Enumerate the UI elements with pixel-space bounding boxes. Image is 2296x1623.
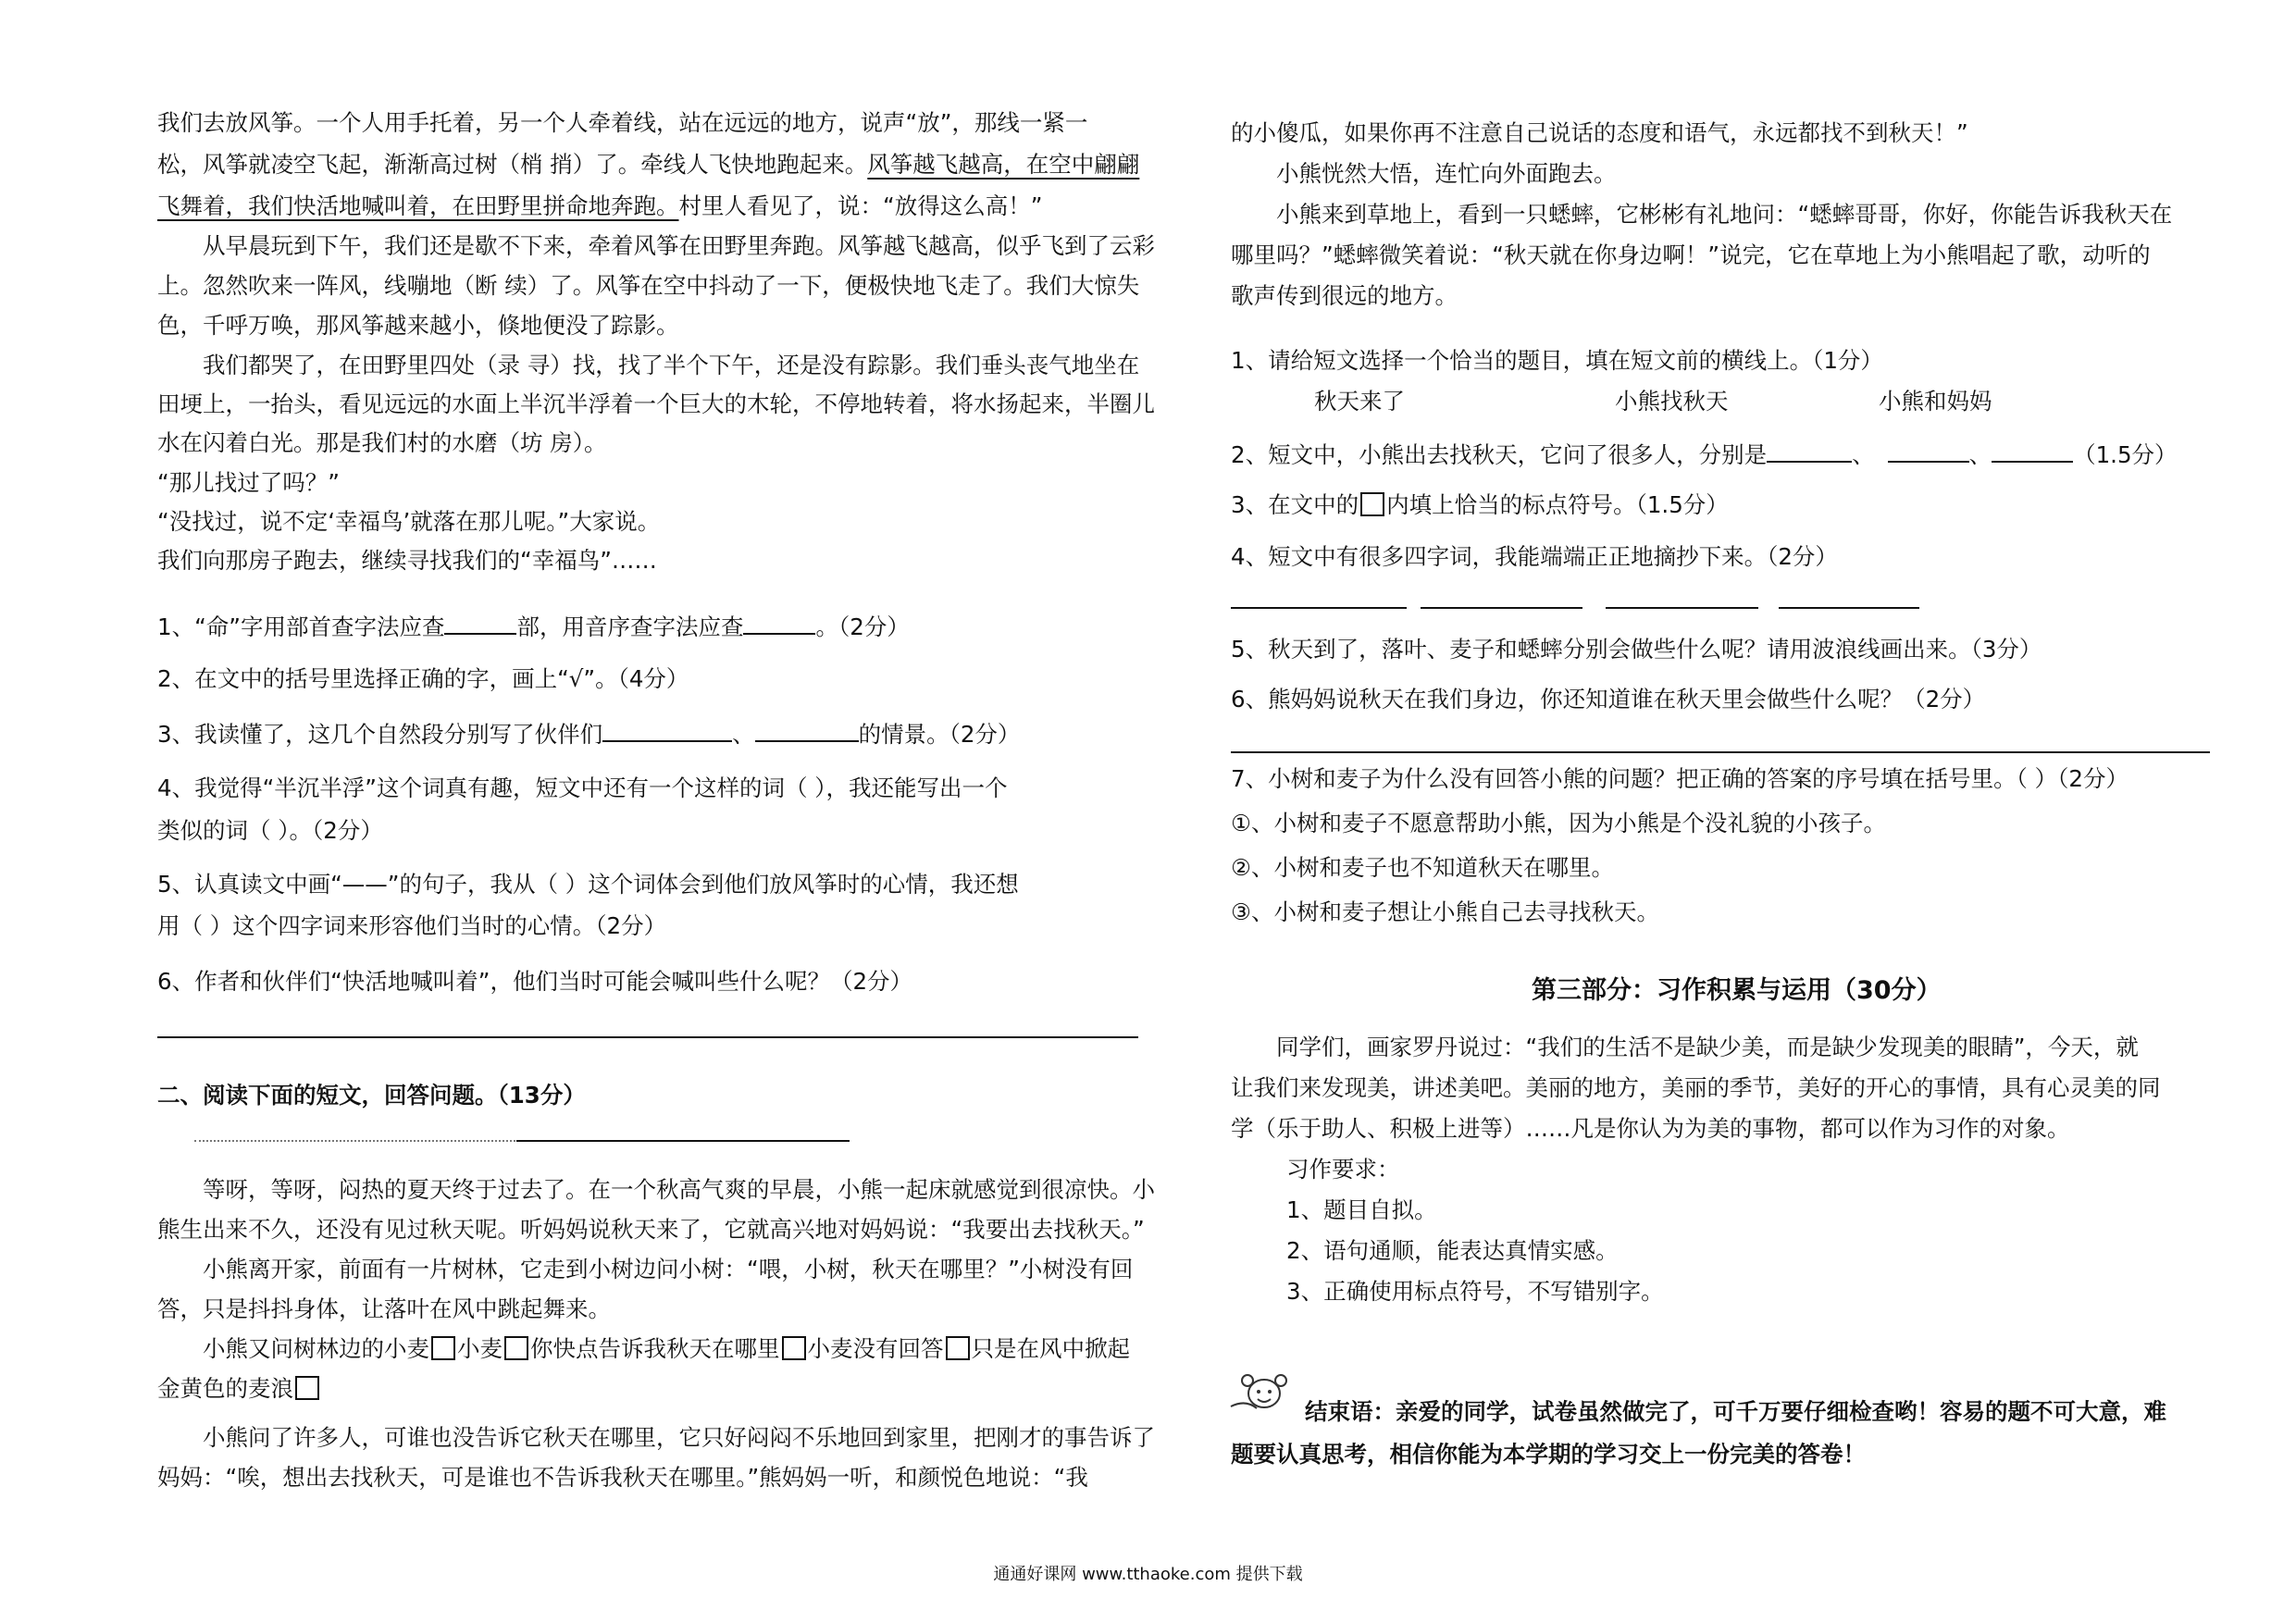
dialogue-line: “那儿找过了吗？” (157, 469, 340, 496)
option-2: ②、小树和麦子也不知道秋天在哪里。 (1231, 854, 1614, 881)
answer-line[interactable] (1421, 607, 1582, 609)
paragraph-line: 飞舞着，我们快活地喊叫着，在田野里拼命地奔跑。村里人看见了，说：“放得这么高！” (157, 192, 1043, 219)
question-2: 2、短文中，小熊出去找秋天，它问了很多人，分别是 、 、 （1.5分） (1231, 439, 2178, 470)
paragraph-line: 松，风筝就凌空飞起，渐渐高过树（梢 捎）了。牵线人飞快地跑起来。风筝越飞越高，在空中翩翩 (157, 151, 1140, 178)
writing-line: 让我们来发现美，讲述美吧。美丽的地方，美丽的季节，美好的开心的事情，具有心灵美的同 (1231, 1074, 2161, 1101)
paragraph-line: 从早晨玩到下午，我们还是歇不下来，牵着风筝在田野里奔跑。风筝越飞越高，似乎飞到了云彩 (203, 232, 1155, 259)
section-2-heading: 二、阅读下面的短文，回答问题。（13分） (157, 1082, 586, 1109)
story-line: 小熊问了许多人，可谁也没告诉它秋天在哪里，它只好闷闷不乐地回到家里，把刚才的事告诉了 (203, 1424, 1155, 1451)
question-5: 5、秋天到了，落叶、麦子和蟋蟀分别会做些什么呢？请用波浪线画出来。（3分） (1231, 636, 2042, 663)
punctuation-box[interactable] (946, 1336, 970, 1360)
paragraph-line: 我们去放风筝。一个人用手托着，另一个人牵着线，站在远远的地方，说声“放”，那线一紧一 (157, 109, 1088, 136)
punctuation-box[interactable] (431, 1336, 455, 1360)
story-line: 答，只是抖抖身体，让落叶在风中跳起舞来。 (157, 1295, 611, 1322)
answer-blank[interactable] (1767, 439, 1852, 463)
answer-line[interactable] (1779, 607, 1919, 609)
requirements-title: 习作要求： (1286, 1156, 1400, 1183)
option-3: ③、小树和麦子想让小熊自己去寻找秋天。 (1231, 898, 1659, 925)
requirement-item: 2、语句通顺，能表达真情实感。 (1286, 1237, 1619, 1264)
dialogue-line: 我们向那房子跑去，继续寻找我们的“幸福鸟”…… (157, 547, 657, 574)
punctuation-box[interactable] (295, 1376, 319, 1400)
title-option[interactable]: 秋天来了 (1314, 388, 1405, 415)
punctuation-box[interactable] (782, 1336, 806, 1360)
story-line: 小熊离开家，前面有一片树林，它走到小树边问小树：“喂，小树，秋天在哪里？”小树没有回 (203, 1256, 1134, 1282)
answer-line[interactable] (1231, 751, 2210, 753)
story-line: 小熊恍然大悟，连忙向外面跑去。 (1276, 160, 1617, 187)
writing-line: 同学们，画家罗丹说过：“我们的生活不是缺少美，而是缺少发现美的眼睛”，今天，就 (1276, 1034, 2139, 1060)
punctuation-box-sample (1360, 492, 1384, 516)
paragraph-line: 我们都哭了，在田野里四处（录 寻）找，找了半个下午，还是没有踪影。我们垂头丧气地坐在 (203, 352, 1140, 378)
story-line: 等呀，等呀，闷热的夏天终于过去了。在一个秋高气爽的早晨，小熊一起床就感觉到很凉快。小 (203, 1176, 1155, 1203)
closing-line: 结束语：亲爱的同学，试卷虽然做完了，可千万要仔细检查哟！容易的题不可大意，难 (1305, 1398, 2166, 1425)
question-5-line: 5、认真读文中画“——”的句子，我从（ ）这个词体会到他们放风筝时的心情，我还想 (157, 871, 1019, 898)
story-line: 妈妈：“唉，想出去找秋天，可是谁也不告诉我秋天在哪里。”熊妈妈一听，和颜悦色地说：“我 (157, 1464, 1088, 1491)
question-4-line: 类似的词（ ）。（2分） (157, 817, 383, 844)
question-3: 3、在文中的 内填上恰当的标点符号。（1.5分） (1231, 491, 1729, 518)
question-6: 6、作者和伙伴们“快活地喊叫着”，他们当时可能会喊叫些什么呢？（2分） (157, 968, 913, 995)
story-line: 小熊又问树林边的小麦 小麦 你快点告诉我秋天在哪里 小麦没有回答 只是在风中掀起 (203, 1335, 1130, 1362)
question-2: 2、在文中的括号里选择正确的字，画上“√”。（4分） (157, 665, 689, 692)
question-7: 7、小树和麦子为什么没有回答小熊的问题？把正确的答案的序号填在括号里。（ ）（2分） (1231, 765, 2128, 792)
story-line: 歌声传到很远的地方。 (1231, 282, 1458, 309)
girl-face-icon (1229, 1371, 1294, 1412)
story-line: 小熊来到草地上，看到一只蟋蟀，它彬彬有礼地问：“蟋蟀哥哥，你好，你能告诉我秋天在 (1276, 201, 2173, 228)
writing-line: 学（乐于助人、积极上进等）……凡是你认为为美的事物，都可以作为习作的对象。 (1231, 1115, 2070, 1142)
answer-blank[interactable] (755, 718, 859, 742)
question-6: 6、熊妈妈说秋天在我们身边，你还知道谁在秋天里会做些什么呢？（2分） (1231, 686, 1986, 712)
answer-blank[interactable] (444, 611, 516, 635)
title-option[interactable]: 小熊找秋天 (1615, 388, 1729, 415)
story-line: 的小傻瓜，如果你再不注意自己说话的态度和语气，永远都找不到秋天！” (1231, 119, 1968, 146)
punctuation-box[interactable] (504, 1336, 528, 1360)
option-1: ①、小树和麦子不愿意帮助小熊，因为小熊是个没礼貌的小孩子。 (1231, 810, 1886, 836)
requirement-item: 1、题目自拟。 (1286, 1196, 1437, 1223)
story-line: 金黄色的麦浪 (157, 1374, 321, 1404)
answer-line[interactable] (1231, 607, 1407, 609)
footer-credit: 通通好课网 www.tthaoke.com 提供下载 (993, 1565, 1303, 1584)
question-4: 4、短文中有很多四字词，我能端端正正地摘抄下来。（2分） (1231, 543, 1838, 570)
title-answer-line[interactable] (516, 1140, 850, 1142)
requirement-item: 3、正确使用标点符号，不写错别字。 (1286, 1278, 1664, 1305)
answer-blank[interactable] (1992, 439, 2073, 463)
paragraph-line: 上。忽然吹来一阵风，线嘣地（断 续）了。风筝在空中抖动了一下，便极快地飞走了。我们大惊失 (157, 272, 1140, 299)
question-3: 3、我读懂了，这几个自然段分别写了伙伴们 、 的情景。（2分） (157, 718, 1020, 750)
question-1: 1、“命”字用部首查字法应查 部，用音序查字法应查 。（2分） (157, 611, 910, 642)
paragraph-line: 田埂上，一抬头，看见远远的水面上半沉半浮着一个巨大的木轮，不停地转着，将水扬起来，半圈儿 (157, 390, 1155, 417)
question-4-line: 4、我觉得“半沉半浮”这个词真有趣，短文中还有一个这样的词（ ），我还能写出一个 (157, 774, 1008, 801)
answer-blank[interactable] (1888, 439, 1969, 463)
underlined-sentence: 飞舞着，我们快活地喊叫着，在田野里拼命地奔跑。 (157, 192, 679, 219)
answer-line[interactable] (157, 1036, 1138, 1038)
answer-blank[interactable] (602, 718, 732, 742)
paragraph-line: 色，千呼万唤，那风筝越来越小，倏地便没了踪影。 (157, 312, 679, 339)
dialogue-line: “没找过，说不定‘幸福鸟’就落在那儿呢。”大家说。 (157, 508, 661, 535)
question-1: 1、请给短文选择一个恰当的题目，填在短文前的横线上。（1分） (1231, 347, 1883, 374)
question-5-line: 用（ ）这个四字词来形容他们当时的心情。（2分） (157, 912, 667, 939)
answer-line[interactable] (1606, 607, 1758, 609)
paragraph-line: 水在闪着白光。那是我们村的水磨（坊 房）。 (157, 429, 607, 456)
story-line: 哪里吗？”蟋蟀微笑着说：“秋天就在你身边啊！”说完，它在草地上为小熊唱起了歌，动听的 (1231, 242, 2151, 268)
story-line: 熊生出来不久，还没有见过秋天呢。听妈妈说秋天来了，它就高兴地对妈妈说：“我要出去找秋天。” (157, 1216, 1145, 1243)
answer-blank[interactable] (743, 611, 815, 635)
title-option[interactable]: 小熊和妈妈 (1879, 388, 1992, 415)
underlined-sentence: 风筝越飞越高，在空中翩翩 (867, 151, 1140, 178)
closing-line: 题要认真思考，相信你能为本学期的学习交上一份完美的答卷！ (1231, 1441, 1866, 1468)
section-3-heading: 第三部分：习作积累与运用（30分） (1532, 976, 1942, 1005)
